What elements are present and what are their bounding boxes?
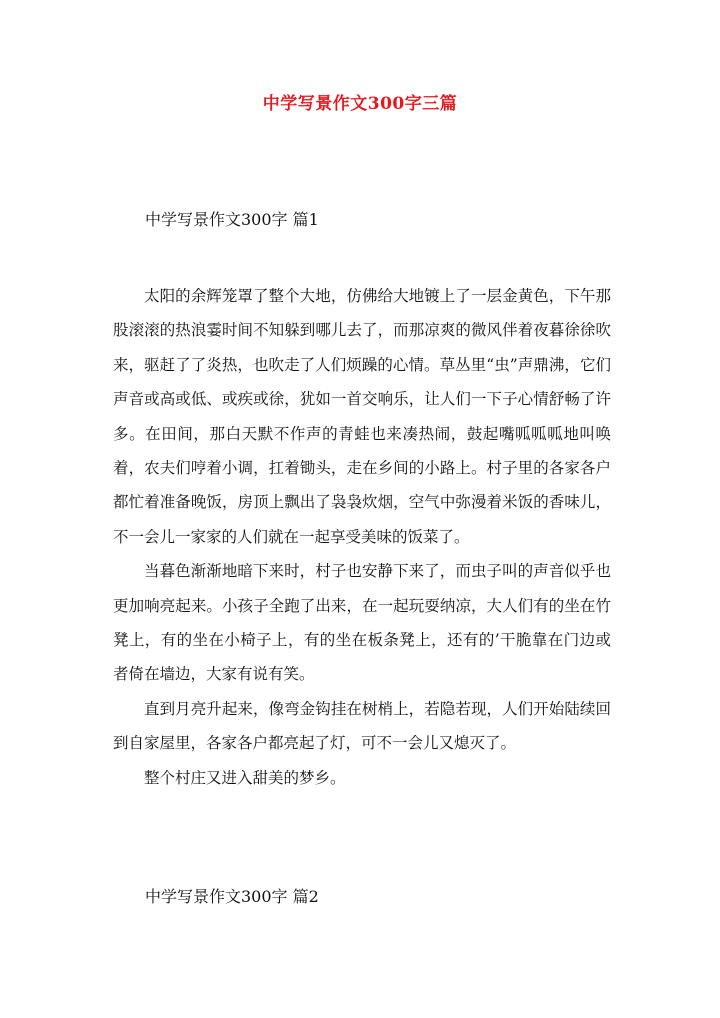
document-title: 中学写景作文300字三篇 <box>262 94 458 114</box>
section-1-body <box>113 279 611 795</box>
section-heading-2: 中学写景作文300字 篇2 <box>145 887 319 906</box>
section-heading-1: 中学写景作文300字 篇1 <box>145 210 319 229</box>
paragraph-2: 当暮色渐渐地暗下来时，村子也安静下来了，而虫子叫的声音似乎也更加响亮起来。小孩子全跑了出来，在一起玩耍纳凉，大人们有的坐在竹凳上，有的坐在小椅子上，有的坐在板条凳上，还有的’干脆靠在门边或者倚在墙边，大家有说有笑。 <box>113 562 611 684</box>
paragraph-3: 直到月亮升起来，像弯金钩挂在树梢上，若隐若现，人们开始陆续回到自家屋里，各家各户都亮起了灯，可不一会儿又熄灭了。 <box>113 699 611 753</box>
paragraph-1: 太阳的余辉笼罩了整个大地，仿佛给大地镀上了一层金黄色，下午那股滚滚的热浪霎时间不知躲到哪儿去了，而那凉爽的微风伴着夜暮徐徐吹来，驱赶了了炎热，也吹走了人们烦躁的心情。草丛里“虫”声鼎沸，它们声音或高或低、或疾或徐，犹如一首交响乐，让人们一下子心情舒畅了许多。在田间，那白天默不作声的青蛙也来凑热闹，鼓起嘴呱呱呱地叫唤着，农夫们哼着小调，扛着锄头，走在乡间的小路上。村子里的各家各户都忙着准备晚饭，房顶上飘出了袅袅炊烟，空气中弥漫着米饭的香味儿，不一会儿一家家的人们就在一起享受美味的饭菜了。 <box>113 287 611 546</box>
paragraph-4: 整个村庄又进入甜美的梦乡。 <box>144 768 346 787</box>
